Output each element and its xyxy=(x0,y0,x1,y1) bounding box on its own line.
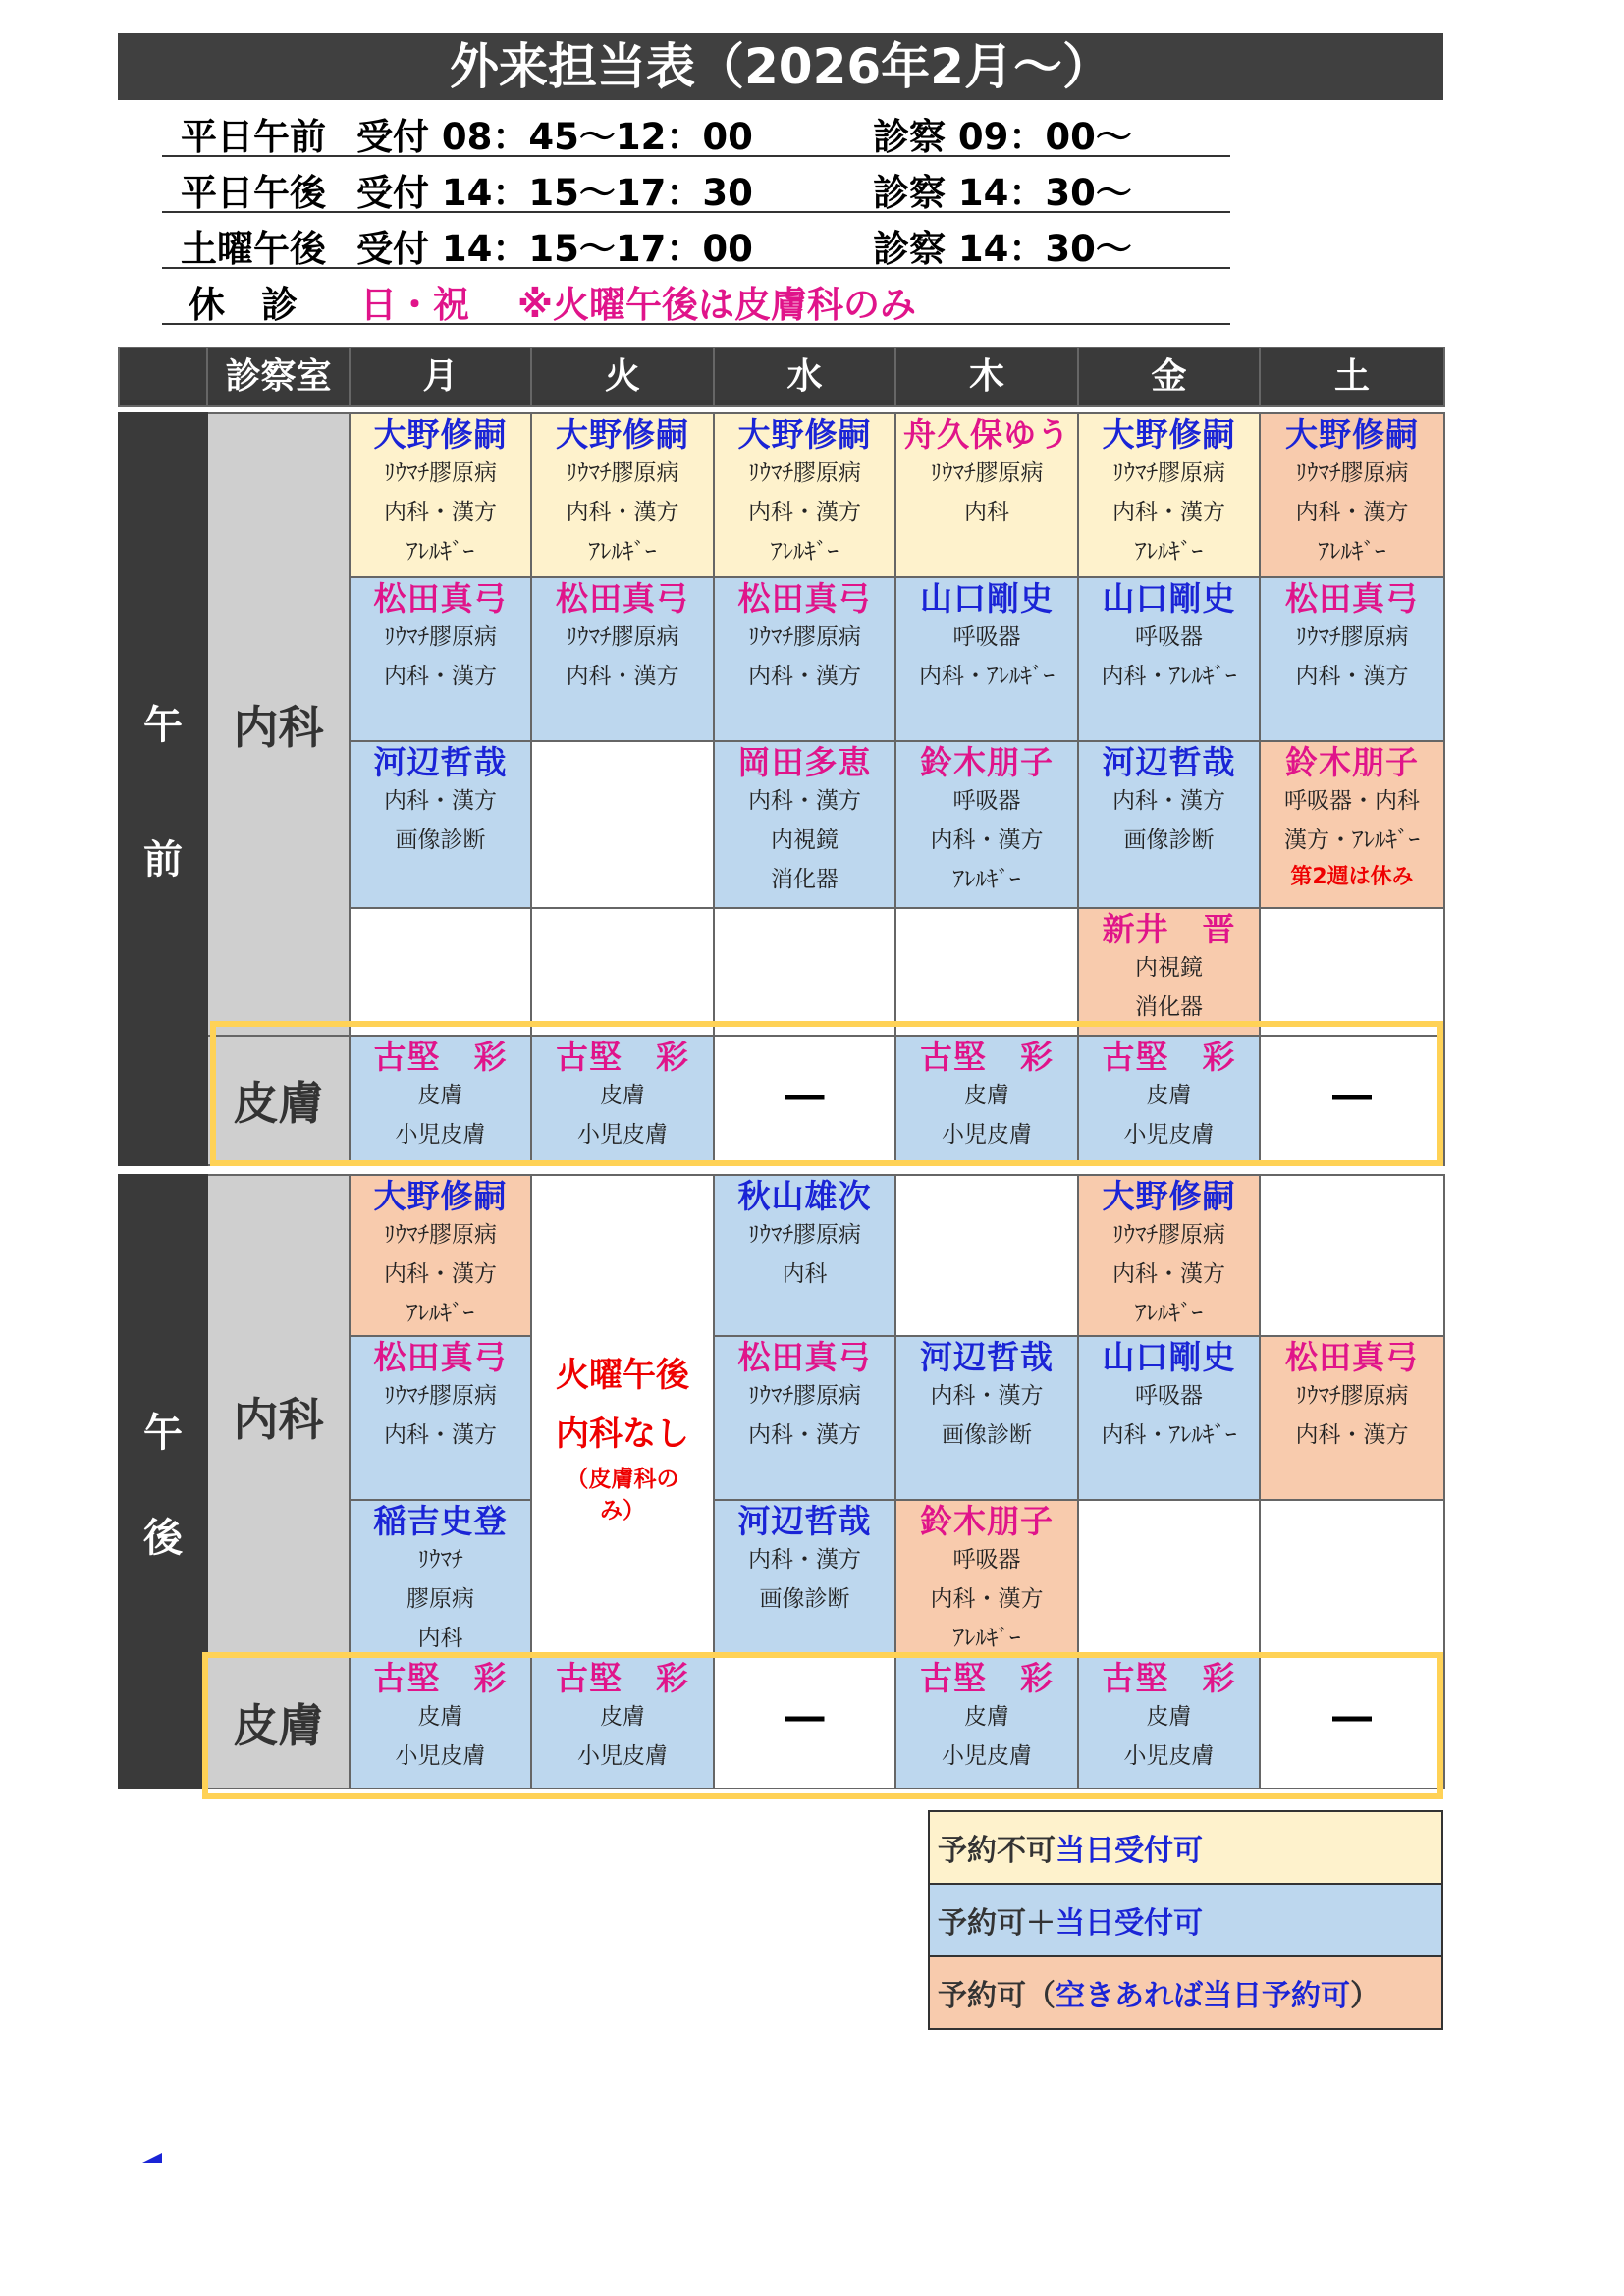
doctor-name: 松田真弓 xyxy=(1285,1338,1419,1376)
specialty-line: 内科・漢方 xyxy=(566,500,679,525)
specialty-line: ｱﾚﾙｷﾞｰ xyxy=(1318,539,1386,564)
doctor-name: 岡田多恵 xyxy=(737,743,872,781)
specialty-line: 内科・漢方 xyxy=(384,500,497,525)
slot-thu xyxy=(895,1500,1078,1657)
specialty-line: 画像診断 xyxy=(1123,828,1215,853)
header-day-wed: 水 xyxy=(714,347,895,406)
specialty-line: ﾘｳﾏﾁ膠原病 xyxy=(1295,1383,1409,1409)
specialty-line: 内科・ｱﾚﾙｷﾞｰ xyxy=(1101,1422,1237,1448)
specialty-line: ｱﾚﾙｷﾞｰ xyxy=(406,1301,474,1326)
specialty-line: 皮膚 xyxy=(964,1083,1009,1108)
slot-tue xyxy=(531,1657,714,1789)
specialty-line: 内科・漢方 xyxy=(930,828,1044,853)
specialty-line: ｱﾚﾙｷﾞｰ xyxy=(1135,1301,1203,1326)
specialty-line: 画像診断 xyxy=(942,1422,1032,1448)
hours-label: 土曜午後 xyxy=(181,228,326,270)
specialty-line: ｱﾚﾙｷﾞｰ xyxy=(771,539,839,564)
specialty-line: ｱﾚﾙｷﾞｰ xyxy=(406,539,474,564)
specialty-line: 内科・漢方 xyxy=(748,1547,861,1573)
doctor-name: 鈴木朋子 xyxy=(1285,743,1419,781)
specialty-line: 内科 xyxy=(782,1261,828,1287)
specialty-line: 小児皮膚 xyxy=(1123,1122,1215,1148)
tuesday-note-line4: み） xyxy=(600,1497,645,1523)
slot-fri xyxy=(1078,1336,1260,1500)
doctor-name: 松田真弓 xyxy=(1285,579,1419,617)
slot-mon xyxy=(350,741,531,908)
slot-wed xyxy=(714,1336,895,1500)
legend-no-reservation: 予約不可当日受付可 xyxy=(929,1811,1442,1884)
doctor-name: 舟久保ゆう xyxy=(903,415,1070,454)
slot-mon xyxy=(350,577,531,741)
specialty-line: 内科 xyxy=(964,500,1009,525)
hours-row-weekday-pm xyxy=(162,157,1230,213)
tuesday-note-line1: 火曜午後 xyxy=(556,1355,689,1395)
specialty-line: 内科・ｱﾚﾙｷﾞｰ xyxy=(919,664,1055,689)
specialty-line: 消化器 xyxy=(771,867,839,892)
doctor-name: 稲吉史登 xyxy=(373,1502,508,1540)
doctor-name: 大野修嗣 xyxy=(373,415,508,454)
doctor-name: 古堅 彩 xyxy=(556,1659,689,1697)
specialty-line: 皮膚 xyxy=(1146,1704,1192,1730)
hours-label: 平日午後 xyxy=(181,172,326,214)
hours-row-saturday-pm xyxy=(162,213,1230,269)
doctor-name: 大野修嗣 xyxy=(737,415,872,454)
specialty-line: 内科・漢方 xyxy=(384,1422,497,1448)
doctor-name: 河辺哲哉 xyxy=(373,743,508,781)
hours-row-weekday-am xyxy=(162,101,1230,157)
slot-thu xyxy=(895,741,1078,908)
specialty-line: 呼吸器・内科 xyxy=(1284,788,1420,814)
slot-sat xyxy=(1260,413,1444,577)
specialty-line: 内科・漢方 xyxy=(748,788,861,814)
specialty-line: ﾘｳﾏﾁ膠原病 xyxy=(384,1222,497,1248)
specialty-line: ﾘｳﾏﾁ膠原病 xyxy=(1295,460,1409,486)
specialty-line: 内視鏡 xyxy=(1135,955,1203,981)
specialty-line: ﾘｳﾏﾁ膠原病 xyxy=(384,1383,497,1409)
room-naika: 内科 xyxy=(207,413,350,1036)
specialty-line: 内科・漢方 xyxy=(930,1383,1044,1409)
slot-tue xyxy=(531,577,714,741)
specialty-line: 呼吸器 xyxy=(1135,624,1203,650)
specialty-line: 画像診断 xyxy=(395,828,486,853)
specialty-line: 内視鏡 xyxy=(771,828,839,853)
specialty-line: 内科・漢方 xyxy=(1295,664,1409,689)
specialty-line: 小児皮膚 xyxy=(1123,1743,1215,1769)
hours-exam: 診察 14：30～ xyxy=(873,172,1132,214)
doctor-name: 古堅 彩 xyxy=(1102,1038,1236,1076)
specialty-line: 内科・漢方 xyxy=(384,664,497,689)
slot-thu xyxy=(895,1036,1078,1165)
slot-tue xyxy=(531,908,714,1036)
doctor-name: 松田真弓 xyxy=(373,579,508,617)
slot-wed xyxy=(714,577,895,741)
specialty-line: 呼吸器 xyxy=(952,788,1021,814)
doctor-name: 新井 晋 xyxy=(1102,910,1236,948)
header-day-fri: 金 xyxy=(1078,347,1260,406)
no-clinic-dash: ― xyxy=(1332,1073,1372,1118)
specialty-line: ｱﾚﾙｷﾞｰ xyxy=(1135,539,1203,564)
tuesday-note-line2: 内科なし xyxy=(556,1414,689,1454)
specialty-line: 小児皮膚 xyxy=(577,1122,668,1148)
slot-wed-closed xyxy=(714,1657,895,1789)
header-day-mon: 月 xyxy=(350,347,531,406)
slot-wed xyxy=(714,1500,895,1657)
hours-exam: 診察 09：00～ xyxy=(873,116,1132,158)
slot-thu xyxy=(895,413,1078,577)
slot-sat xyxy=(1260,1175,1444,1336)
slot-sat xyxy=(1260,908,1444,1036)
specialty-line: 内科・漢方 xyxy=(748,1422,861,1448)
doctor-name: 河辺哲哉 xyxy=(737,1502,872,1540)
session-char-bottom: 後 xyxy=(143,1515,183,1561)
doctor-name: 松田真弓 xyxy=(373,1338,508,1376)
specialty-line: ﾘｳﾏﾁ膠原病 xyxy=(930,460,1044,486)
hours-label: 平日午前 xyxy=(181,116,326,158)
doctor-name: 古堅 彩 xyxy=(373,1038,508,1076)
slot-wed-closed xyxy=(714,1036,895,1165)
specialty-line: 皮膚 xyxy=(964,1704,1009,1730)
doctor-name: 古堅 彩 xyxy=(1102,1659,1236,1697)
doctor-name: 大野修嗣 xyxy=(1285,415,1419,454)
no-clinic-dash: ― xyxy=(1332,1694,1372,1739)
specialty-line: ﾘｳﾏﾁ膠原病 xyxy=(748,624,861,650)
doctor-name: 松田真弓 xyxy=(737,579,872,617)
specialty-line: 内科 xyxy=(417,1626,463,1651)
specialty-line: 内科・漢方 xyxy=(930,1586,1044,1612)
color-legend xyxy=(928,1810,1443,2030)
slot-wed xyxy=(714,908,895,1036)
room-hifu: 皮膚 xyxy=(207,1036,350,1165)
no-clinic-dash: ― xyxy=(785,1073,825,1118)
slot-thu xyxy=(895,577,1078,741)
slot-wed xyxy=(714,413,895,577)
specialty-line: 呼吸器 xyxy=(1135,1383,1203,1409)
closed-days: 日・祝 xyxy=(360,284,469,326)
slot-thu xyxy=(895,1336,1078,1500)
header-day-thu: 木 xyxy=(895,347,1078,406)
slot-sat-closed xyxy=(1260,1657,1444,1789)
afternoon-schedule xyxy=(118,1174,1445,1789)
slot-mon xyxy=(350,413,531,577)
morning-schedule xyxy=(118,412,1445,1166)
hours-reception: 受付 14：15～17：30 xyxy=(356,172,753,214)
specialty-line: 膠原病 xyxy=(406,1586,474,1612)
slot-thu xyxy=(895,1175,1078,1336)
tuesday-note-line3: （皮膚科の xyxy=(566,1466,679,1492)
slot-fri xyxy=(1078,908,1260,1036)
doctor-name: 河辺哲哉 xyxy=(1102,743,1236,781)
session-char-top: 午 xyxy=(143,703,183,748)
slot-mon xyxy=(350,1657,531,1789)
header-room: 診察室 xyxy=(207,347,350,406)
closed-label: 休 診 xyxy=(189,284,298,326)
hours-exam: 診察 14：30～ xyxy=(873,228,1132,270)
specialty-line: ｱﾚﾙｷﾞｰ xyxy=(588,539,657,564)
am-session-label xyxy=(119,413,207,1165)
specialty-line: 内科・漢方 xyxy=(566,664,679,689)
specialty-line: ﾘｳﾏﾁ膠原病 xyxy=(384,460,497,486)
doctor-name: 山口剛史 xyxy=(1102,1338,1236,1376)
doctor-name: 鈴木朋子 xyxy=(920,743,1054,781)
slot-mon xyxy=(350,1175,531,1336)
header-day-sat: 土 xyxy=(1260,347,1444,406)
room-hifu: 皮膚 xyxy=(207,1657,350,1789)
no-clinic-dash: ― xyxy=(785,1694,825,1739)
specialty-line: 漢方・ｱﾚﾙｷﾞｰ xyxy=(1284,828,1420,853)
slot-sat xyxy=(1260,577,1444,741)
doctor-name: 山口剛史 xyxy=(920,579,1054,617)
slot-fri xyxy=(1078,1036,1260,1165)
specialty-line: 皮膚 xyxy=(600,1083,645,1108)
specialty-line: ﾘｳﾏﾁ膠原病 xyxy=(384,624,497,650)
tuesday-pm-note xyxy=(531,1175,714,1657)
closed-note: ※火曜午後は皮膚科のみ xyxy=(517,284,916,326)
slot-fri xyxy=(1078,577,1260,741)
specialty-line: 内科・漢方 xyxy=(1112,1261,1225,1287)
specialty-line: ﾘｳﾏﾁ膠原病 xyxy=(1295,624,1409,650)
slot-fri xyxy=(1078,413,1260,577)
specialty-line: ﾘｳﾏﾁ膠原病 xyxy=(1112,460,1225,486)
specialty-line: 内科・漢方 xyxy=(1295,500,1409,525)
slot-tue xyxy=(531,741,714,908)
specialty-line: 呼吸器 xyxy=(952,624,1021,650)
doctor-name: 古堅 彩 xyxy=(373,1659,508,1697)
slot-mon xyxy=(350,1500,531,1657)
specialty-line: 内科・漢方 xyxy=(748,500,861,525)
specialty-line: 呼吸器 xyxy=(952,1547,1021,1573)
specialty-line: 皮膚 xyxy=(1146,1083,1192,1108)
closed-days-row xyxy=(162,269,1230,325)
specialty-line: ﾘｳﾏﾁ膠原病 xyxy=(566,624,679,650)
specialty-line: 内科・漢方 xyxy=(384,788,497,814)
slot-fri xyxy=(1078,741,1260,908)
hours-reception: 受付 14：15～17：00 xyxy=(356,228,753,270)
room-naika: 内科 xyxy=(207,1175,350,1657)
specialty-line: 内科・漢方 xyxy=(1112,500,1225,525)
slot-sat xyxy=(1260,741,1444,908)
specialty-line: 内科・漢方 xyxy=(748,664,861,689)
doctor-name: 鈴木朋子 xyxy=(920,1502,1054,1540)
specialty-line: ﾘｳﾏﾁ膠原病 xyxy=(748,1383,861,1409)
hours-reception: 受付 08：45～12：00 xyxy=(356,116,753,158)
specialty-line: ﾘｳﾏﾁ膠原病 xyxy=(566,460,679,486)
slot-sat-closed xyxy=(1260,1036,1444,1165)
specialty-line: 内科・ｱﾚﾙｷﾞｰ xyxy=(1101,664,1237,689)
corner-mark-icon xyxy=(142,2153,162,2163)
slot-mon xyxy=(350,908,531,1036)
doctor-name: 松田真弓 xyxy=(556,579,689,617)
specialty-line: ｱﾚﾙｷﾞｰ xyxy=(952,867,1021,892)
pm-session-label xyxy=(119,1175,207,1789)
specialty-line: 小児皮膚 xyxy=(942,1122,1032,1148)
specialty-line: 内科・漢方 xyxy=(384,1261,497,1287)
slot-tue xyxy=(531,1036,714,1165)
specialty-line: ﾘｳﾏﾁ膠原病 xyxy=(748,1222,861,1248)
specialty-line: 小児皮膚 xyxy=(395,1122,486,1148)
header-day-tue: 火 xyxy=(531,347,714,406)
specialty-line: ｱﾚﾙｷﾞｰ xyxy=(952,1626,1021,1651)
schedule-header xyxy=(118,347,1445,407)
specialty-line: ﾘｳﾏﾁ膠原病 xyxy=(1112,1222,1225,1248)
schedule-note: 第2週は休み xyxy=(1290,865,1414,889)
slot-fri xyxy=(1078,1175,1260,1336)
slot-mon xyxy=(350,1336,531,1500)
specialty-line: 画像診断 xyxy=(759,1586,850,1612)
specialty-line: 皮膚 xyxy=(417,1083,463,1108)
specialty-line: 皮膚 xyxy=(417,1704,463,1730)
specialty-line: ﾘｳﾏﾁ xyxy=(417,1547,463,1573)
slot-mon xyxy=(350,1036,531,1165)
doctor-name: 秋山雄次 xyxy=(737,1177,872,1215)
slot-tue xyxy=(531,413,714,577)
specialty-line: 内科・漢方 xyxy=(1295,1422,1409,1448)
specialty-line: 小児皮膚 xyxy=(942,1743,1032,1769)
doctor-name: 古堅 彩 xyxy=(920,1659,1054,1697)
legend-reservation-sameday: 予約可（空きあれば当日予約可） xyxy=(929,1956,1442,2029)
legend-reservation-walkin: 予約可＋当日受付可 xyxy=(929,1884,1442,1956)
specialty-line: 小児皮膚 xyxy=(577,1743,668,1769)
doctor-name: 大野修嗣 xyxy=(1102,1177,1236,1215)
session-char-bottom: 前 xyxy=(143,837,183,882)
doctor-name: 古堅 彩 xyxy=(920,1038,1054,1076)
doctor-name: 大野修嗣 xyxy=(373,1177,508,1215)
slot-fri xyxy=(1078,1500,1260,1657)
doctor-name: 山口剛史 xyxy=(1102,579,1236,617)
specialty-line: 小児皮膚 xyxy=(395,1743,486,1769)
doctor-name: 古堅 彩 xyxy=(556,1038,689,1076)
specialty-line: ﾘｳﾏﾁ膠原病 xyxy=(748,460,861,486)
header-corner xyxy=(119,347,207,406)
slot-thu xyxy=(895,1657,1078,1789)
doctor-name: 大野修嗣 xyxy=(1102,415,1236,454)
doctor-name: 大野修嗣 xyxy=(556,415,689,454)
page-title: 外来担当表（2026年2月～） xyxy=(118,33,1443,100)
doctor-name: 河辺哲哉 xyxy=(920,1338,1054,1376)
session-char-top: 午 xyxy=(143,1410,183,1456)
specialty-line: 内科・漢方 xyxy=(1112,788,1225,814)
doctor-name: 松田真弓 xyxy=(737,1338,872,1376)
slot-fri xyxy=(1078,1657,1260,1789)
specialty-line: 皮膚 xyxy=(600,1704,645,1730)
slot-thu xyxy=(895,908,1078,1036)
specialty-line: 消化器 xyxy=(1135,994,1203,1020)
slot-wed xyxy=(714,1175,895,1336)
slot-sat xyxy=(1260,1336,1444,1500)
slot-sat xyxy=(1260,1500,1444,1657)
slot-wed xyxy=(714,741,895,908)
